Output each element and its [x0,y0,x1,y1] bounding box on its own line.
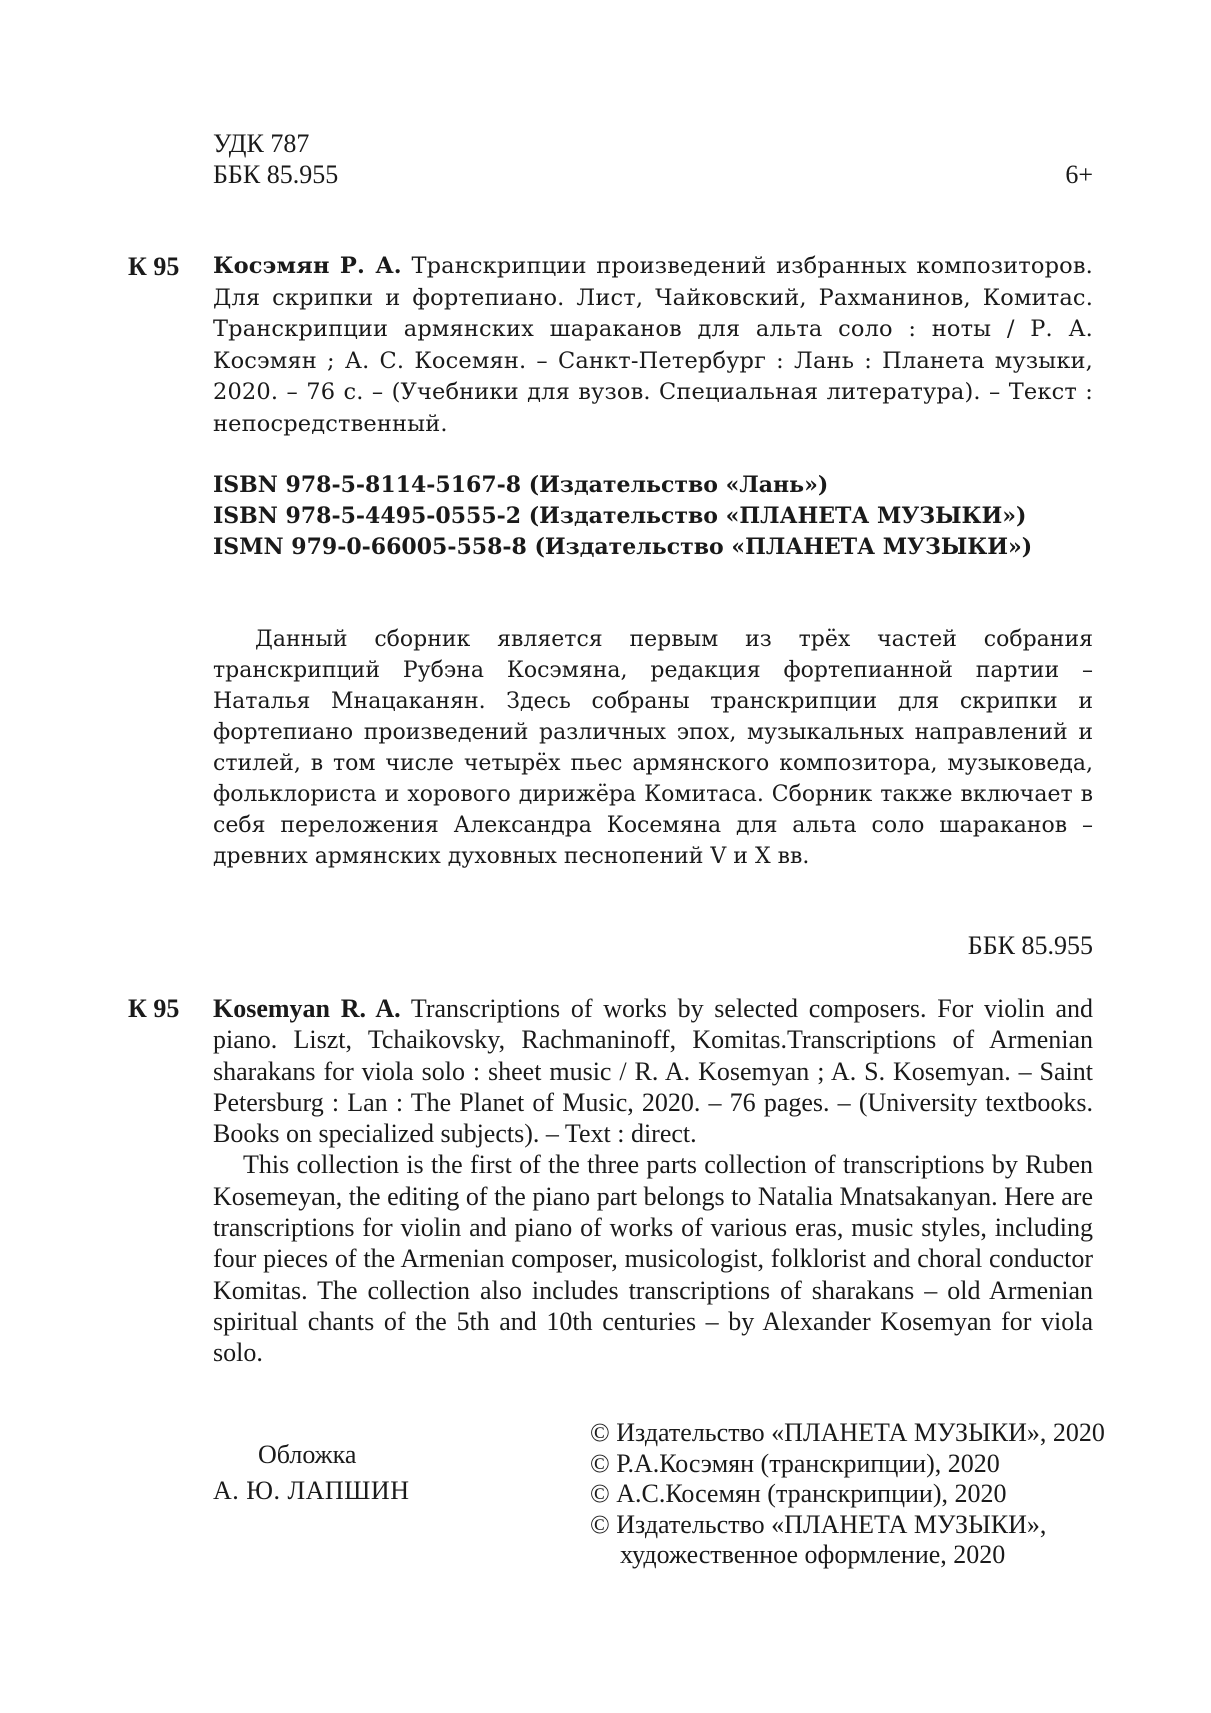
bibliographic-text-ru: Транскрипции произведений избранных композиторов. Для скрипки и фортепиано. Лист, Чайковский, Рахманинов, Комитас. Транскрипции армянских шараканов для альта соло : ноты / Р. А. Косэмян ; А. С. Косемян. – Санкт-Петербург : Лань : Планета музыки, 2020. – 76 с. – (Учебники для вузов. Специальная литература). – Текст : непосредственный. [213,253,1093,437]
classification-codes [213,128,338,190]
isbn-block [213,470,1032,563]
copyright-line: © Издательство «ПЛАНЕТА МУЗЫКИ», [590,1509,1047,1539]
isbn-planeta: ISBN 978-5-4495-0555-2 (Издательство «ПЛАНЕТА МУЗЫКИ») [213,503,1027,529]
author-name-en: Kosemyan R. A. [213,994,401,1023]
isbn-lan: ISBN 978-5-8114-5167-8 (Издательство «Лань») [213,472,829,498]
bibliographic-text-en: Transcriptions of works by selected composers. For violin and piano. Liszt, Tchaikovsky, Rachmaninoff, Komitas.Transcriptions of Armenian sharakans for viola solo : sheet music / R. A. Kosemyan ; A. S. Kosemyan. – Saint Petersburg : Lan : The Planet of Music, 2020. – 76 pages. – (University textbooks. Books on specialized subjects). – Text : direct. [213,994,1093,1149]
ismn-planeta: ISMN 979-0-66005-558-8 (Издательство «ПЛАНЕТА МУЗЫКИ») [213,534,1033,560]
age-rating: 6+ [1065,160,1093,189]
copyright-line: © Р.А.Косэмян (транскрипции), 2020 [590,1448,1000,1478]
bibliographic-entry-en [213,993,1093,1369]
bbk-code-right: ББК 85.955 [967,931,1093,960]
copyright-block [590,1418,1105,1571]
copyright-line: художественное оформление, 2020 [620,1540,1006,1569]
bibliographic-entry-ru [213,251,1093,440]
author-name-ru: Косэмян Р. А. [213,253,402,279]
copyright-line: © А.С.Косемян (транскрипции), 2020 [590,1479,1007,1508]
udk-code: УДК 787 [213,129,310,158]
author-mark-en: К 95 [128,994,180,1023]
cover-artist: А. Ю. ЛАПШИН [213,1476,410,1505]
annotation-ru [213,624,1093,872]
annotation-text-en: This collection is the first of the three parts collection of transcriptions by Ruben Kosemeyan, the editing of the piano part belongs to Natalia Mnatsakanyan. Here are transcriptions for violin and piano of works of various eras, music styles, including four pieces of the Armenian composer, musicologist, folklorist and choral conductor Komitas. The collection also includes transcriptions of sharakans – old Armenian spiritual chants of the 5th and 10th centuries – by Alexander Kosemyan for viola solo. [213,1150,1093,1368]
annotation-text-ru: Данный сборник является первым из трёх частей собрания транскрипций Рубэна Косэмяна, редакция фортепианной партии – Наталья Мнацаканян. Здесь собраны транскрипции для скрипки и фортепиано произведений различных эпох, музыкальных направлений и стилей, в том числе четырёх пьес армянского композитора, музыковеда, фольклориста и хорового дирижёра Комитаса. Сборник также включает в себя переложения Александра Косемяна для альта соло шараканов – древних армянских духовных песнопений V и X вв. [213,627,1093,869]
bbk-code: ББК 85.955 [213,160,339,189]
copyright-line: © Издательство «ПЛАНЕТА МУЗЫКИ», 2020 [590,1418,1105,1447]
author-mark-ru: К 95 [128,252,180,281]
cover-label: Обложка [258,1440,357,1469]
